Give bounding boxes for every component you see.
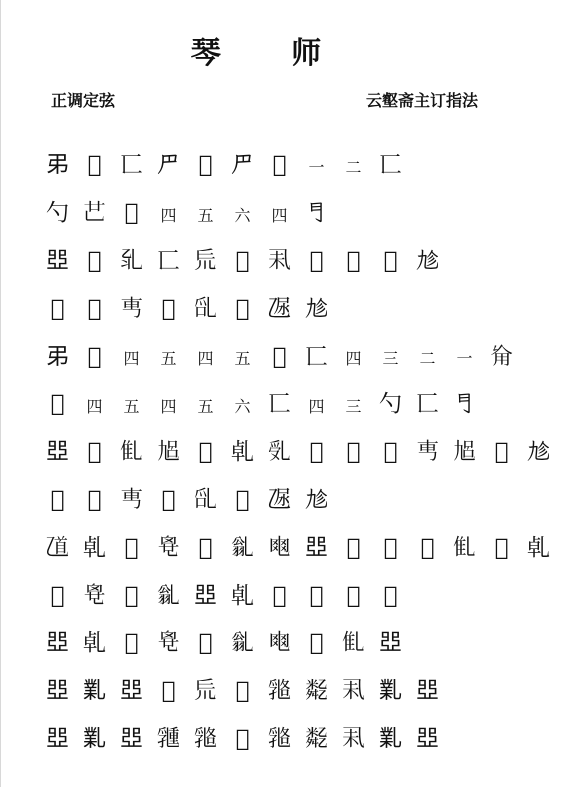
tablature-glyph: 𠃻 (124, 630, 139, 657)
tablature-glyph: 𠄈 (305, 678, 328, 705)
tablature-glyph: 𠄅 (379, 678, 402, 705)
tablature-glyph: 𠃝 (87, 343, 102, 370)
tablature-glyph: 𠃳 (157, 439, 180, 466)
tablature-glyph: 𠁁 (305, 534, 328, 561)
tablature-glyph: 𠃟 (83, 200, 106, 227)
tablature-glyph: 𠃵 (83, 534, 106, 561)
tablature-glyph: 六 (234, 396, 251, 416)
tablature-glyph: 六 (234, 205, 251, 225)
tablature-row (1, 668, 580, 716)
tablature-glyph: 𠃥 (342, 678, 365, 705)
tablature-glyph: 𠃡 (120, 247, 143, 274)
tablature-glyph: 𠃵 (527, 534, 550, 561)
tablature-glyph: 𠃝 (235, 486, 250, 513)
tablature-glyph: 𠄅 (379, 725, 402, 752)
tablature-glyph: 四 (197, 349, 214, 369)
tablature-glyph: 𠃝 (124, 200, 139, 227)
tablature-glyph: 𠃫 (416, 439, 439, 466)
tablature-glyph: 𠃨 (383, 247, 398, 274)
tablature-glyph: 𠃲 (453, 534, 476, 561)
tablature-glyph: 𠄀 (383, 534, 398, 561)
tablature-glyph: 𠃽 (157, 582, 180, 609)
tablature-glyph: 𠃱 (50, 391, 65, 418)
tablature-glyph: 𠃷 (309, 439, 324, 466)
tablature-glyph: 匸 (157, 247, 180, 274)
tuning-label: 正调定弦 (51, 91, 116, 110)
tablature-glyph: 四 (160, 205, 177, 225)
tablature-glyph: 𠁁 (194, 582, 217, 609)
tablature-glyph: 𠃪 (50, 295, 65, 322)
tablature-glyph: 𠃝 (198, 152, 213, 179)
tablature-glyph: 𠃥 (268, 247, 291, 274)
tablature-glyph: 𠃛 (453, 391, 476, 418)
tablature-row (1, 190, 580, 238)
tablature-glyph: 𠃦 (309, 247, 324, 274)
tablature-glyph: 𠃭 (194, 295, 217, 322)
tablature-glyph: 𠄇 (268, 725, 291, 752)
tablature-glyph: 𠃜 (231, 152, 254, 179)
tablature-glyph: 匸 (416, 391, 439, 418)
tablature-glyph: 𠃻 (50, 582, 65, 609)
tablature-glyph: 𠄅 (83, 678, 106, 705)
tablature-glyph: 𠄀 (383, 582, 398, 609)
tablature-row (1, 572, 580, 620)
tablature-glyph: 𠃶 (268, 439, 291, 466)
tablature-glyph: 𠃼 (157, 534, 180, 561)
tablature-glyph: 𠃫 (120, 295, 143, 322)
tablature-row (1, 381, 580, 429)
tablature-glyph: 五 (197, 396, 214, 416)
tablature-glyph: 𠃢 (87, 247, 102, 274)
tablature-glyph: 𠃫 (120, 486, 143, 513)
tablature-glyph: 𠃻 (124, 534, 139, 561)
tablature-glyph: 𠃰 (490, 343, 513, 370)
tablature-glyph: 𠃲 (342, 630, 365, 657)
tablature-glyph: 𠁁 (46, 630, 69, 657)
tablature-glyph: 𠃭 (194, 486, 217, 513)
tablature-glyph: 𠃧 (87, 486, 102, 513)
tablature-glyph: 𠁁 (416, 678, 439, 705)
tablature-glyph: 𠃤 (194, 678, 217, 705)
tablature-glyph: 𢎨 (46, 152, 69, 179)
tablature-glyph: 𠃵 (231, 582, 254, 609)
tablature-glyph: 𠃬 (161, 486, 176, 513)
tablature-glyph: 五 (123, 396, 140, 416)
tablature-glyph: 四 (160, 396, 177, 416)
tablature-glyph: 𠃛 (305, 200, 328, 227)
tablature-glyph: 𠃿 (346, 534, 361, 561)
tablature-glyph: 四 (345, 349, 362, 369)
tablature-glyph: 𠃵 (231, 439, 254, 466)
tablature-glyph: 匸 (120, 152, 143, 179)
tablature-row (1, 238, 580, 286)
tablature-glyph: 𠃬 (161, 295, 176, 322)
tablature-glyph: 𠁁 (46, 678, 69, 705)
tablature-glyph: 𠁁 (46, 439, 69, 466)
tablature-row (1, 333, 580, 381)
tablature-glyph: 𠁁 (416, 725, 439, 752)
tablature-glyph: 𠄉 (157, 725, 180, 752)
tablature-glyph: 𠁁 (120, 725, 143, 752)
tablature-glyph: 二 (419, 349, 436, 369)
tablature-glyph: 𠄄 (309, 630, 324, 657)
tablature-glyph: 𠃾 (268, 534, 291, 561)
tablature-glyph: 𠃣 (235, 247, 250, 274)
tablature-glyph: 𠃣 (198, 534, 213, 561)
tablature-glyph: 𠡠 (87, 152, 102, 179)
tablature-glyph: 𠃩 (305, 295, 328, 322)
tablature-glyph: 勺 (379, 391, 402, 418)
tablature-glyph: 一 (456, 349, 473, 369)
tablature-glyph: 𠃝 (272, 152, 287, 179)
tablature-glyph: 匸 (379, 152, 402, 179)
tablature-glyph: 𠃾 (268, 630, 291, 657)
tablature-glyph: 𠃩 (416, 247, 439, 274)
tablature-glyph: 𠃳 (453, 439, 476, 466)
tablature-row (1, 142, 580, 190)
tablature-glyph: 𠁁 (120, 678, 143, 705)
tablature-glyph: 𠃣 (124, 582, 139, 609)
tablature-glyph: 一 (308, 157, 325, 177)
tablature-glyph: 𠃯 (272, 343, 287, 370)
tablature-glyph: 𠄇 (194, 725, 217, 752)
tablature-glyph: 三 (382, 349, 399, 369)
tablature-glyph: 𠃢 (161, 678, 176, 705)
tablature-row (1, 716, 580, 764)
tablature-glyph: 𠄁 (494, 534, 509, 561)
tablature-glyph: 𠃝 (235, 295, 250, 322)
tablature-glyph: 五 (234, 349, 251, 369)
tablature-glyph: 𠁁 (46, 247, 69, 274)
tablature-glyph: 𠃺 (46, 534, 69, 561)
tablature-glyph: 𠃪 (50, 486, 65, 513)
tablature-glyph: 𠃣 (420, 534, 435, 561)
tablature-glyph: 𠃽 (231, 630, 254, 657)
tablature-glyph: 三 (345, 396, 362, 416)
guqin-tablature (1, 142, 580, 763)
tablature-glyph: 𠃮 (268, 295, 291, 322)
tablature-glyph: 𠄅 (83, 725, 106, 752)
tablature-row (1, 285, 580, 333)
tablature-glyph: 𠄂 (272, 582, 287, 609)
tablature-glyph: 𢎨 (46, 343, 69, 370)
tablature-glyph: 二 (345, 157, 362, 177)
tablature-row (1, 524, 580, 572)
tablature-glyph: 四 (308, 396, 325, 416)
tablature-glyph: 𠃮 (268, 486, 291, 513)
tablature-glyph: 𠃼 (83, 582, 106, 609)
tablature-glyph: 四 (86, 396, 103, 416)
tablature-glyph: 𠃤 (194, 247, 217, 274)
tablature-glyph: 𠃜 (157, 152, 180, 179)
tablature-glyph: 𠃣 (309, 582, 324, 609)
tablature-glyph: 𠃣 (198, 630, 213, 657)
tablature-glyph: 四 (271, 205, 288, 225)
tablature-glyph: 𠃧 (87, 439, 102, 466)
tablature-glyph: 𠃲 (120, 439, 143, 466)
tablature-glyph: 𠃵 (83, 630, 106, 657)
tablature-glyph: 𠃼 (157, 630, 180, 657)
tablature-glyph: 𠁁 (379, 630, 402, 657)
tablature-glyph: 𠃨 (494, 439, 509, 466)
tablature-glyph: 五 (160, 349, 177, 369)
tablature-glyph: 𠄇 (268, 678, 291, 705)
tablature-glyph: 四 (123, 349, 140, 369)
tablature-glyph: 𠄆 (235, 678, 250, 705)
tablature-glyph: 𠃧 (346, 247, 361, 274)
tablature-glyph: 勺 (46, 200, 69, 227)
tablature-glyph: 𠃥 (342, 725, 365, 752)
tablature-glyph: 匸 (268, 391, 291, 418)
tablature-glyph: 𠁁 (46, 725, 69, 752)
tablature-row (1, 620, 580, 668)
tablature-glyph: 𠄈 (305, 725, 328, 752)
tablature-glyph: 𠄃 (346, 582, 361, 609)
tablature-glyph: 𠃽 (231, 534, 254, 561)
tablature-glyph: 𠃩 (305, 486, 328, 513)
tablature-glyph: 𠃹 (383, 439, 398, 466)
tablature-glyph: 𠄆 (235, 725, 250, 752)
tablature-row (1, 429, 580, 477)
tablature-glyph: 𠃧 (87, 295, 102, 322)
tablature-glyph: 匸 (305, 343, 328, 370)
page-title: 琴 师 (190, 36, 352, 71)
fingering-credit: 云壑斋主订指法 (366, 91, 479, 110)
tablature-row (1, 477, 580, 525)
tablature-glyph: 五 (197, 205, 214, 225)
tablature-glyph: 𠃸 (346, 439, 361, 466)
tablature-glyph: 𠃴 (198, 439, 213, 466)
tablature-glyph: 𠃩 (527, 439, 550, 466)
